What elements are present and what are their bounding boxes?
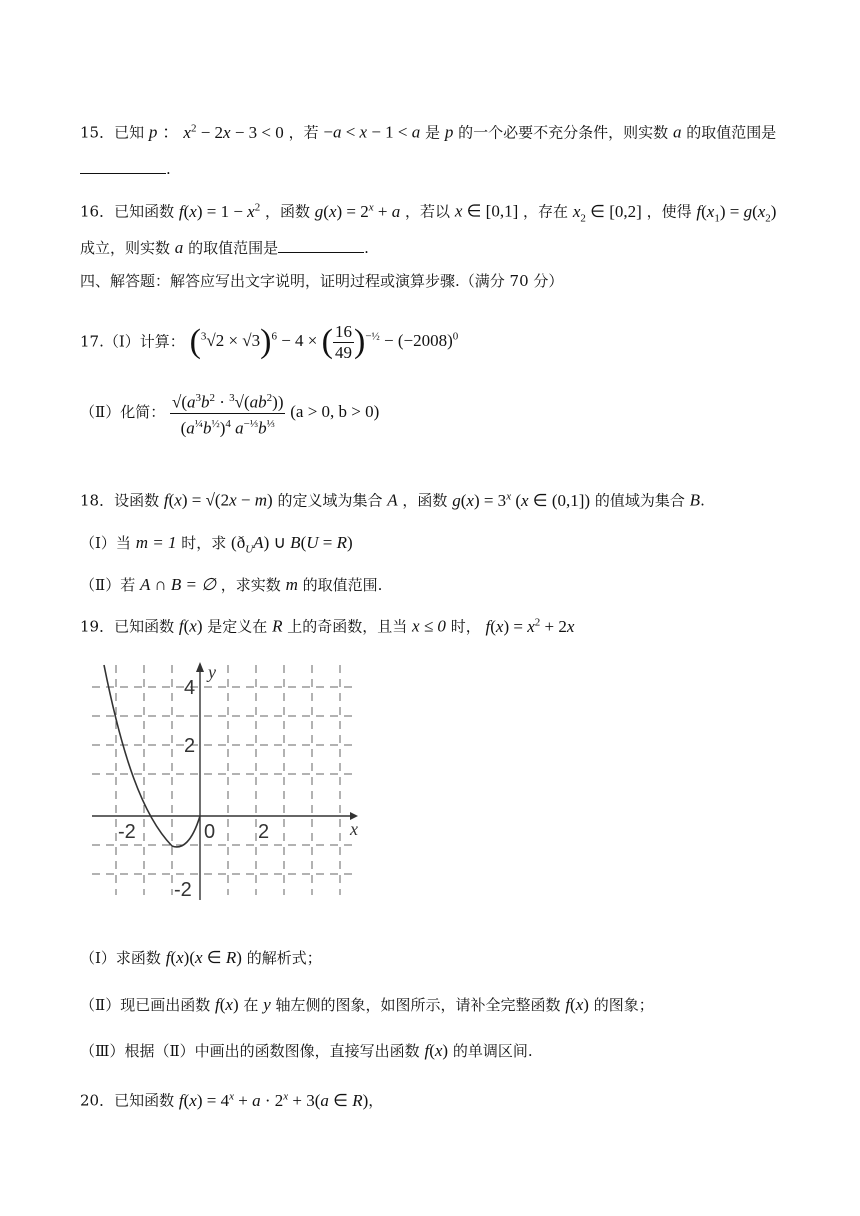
q16-answer-blank[interactable] bbox=[278, 238, 364, 253]
tick-x2: 2 bbox=[258, 821, 270, 843]
q19-part2-f1: f(x) bbox=[214, 995, 239, 1014]
grid bbox=[92, 665, 352, 895]
q17-cond: (a > 0, b > 0) bbox=[290, 402, 380, 422]
q19-mid2: 上的奇函数，且当 bbox=[287, 617, 408, 636]
q19-part2-f2: f(x) bbox=[565, 995, 589, 1014]
tick-y2: 2 bbox=[184, 735, 196, 757]
q19-part1-f: f(x)(x ∈ R) bbox=[165, 948, 242, 967]
origin-label: 0 bbox=[204, 821, 216, 843]
q18-part1-lead: （Ⅰ）当 bbox=[80, 534, 131, 552]
q20-line1 bbox=[80, 1085, 383, 1112]
q19-part1 bbox=[80, 947, 322, 969]
q15-line2 bbox=[80, 158, 171, 180]
q19-part2 bbox=[80, 994, 654, 1016]
q19-part1-lead: （Ⅰ）求函数 bbox=[80, 949, 161, 967]
q16-g: $g(x) = 2^x + a$ bbox=[314, 201, 401, 221]
q16-line2 bbox=[80, 237, 369, 259]
q16-line1 bbox=[80, 196, 776, 229]
q15-mid1: ，若 bbox=[288, 123, 319, 142]
q18-part1-expr: $(ð_UA)$ ∪ B(U = R) bbox=[231, 533, 353, 556]
q16-line2-tail: 的取值范围是 bbox=[188, 239, 279, 257]
q19-graph bbox=[92, 660, 372, 900]
q18-end: . bbox=[700, 491, 705, 510]
q18-mid1: 的定义域为集合 bbox=[277, 491, 383, 510]
q18-g: $g(x) = 3^x$ (x ∈ (0,1]) bbox=[452, 490, 591, 510]
q18-part2-tail: ，求实数 bbox=[220, 576, 281, 594]
q15-lead: 15．已知 bbox=[80, 123, 145, 142]
q20-end: ， bbox=[368, 1091, 384, 1110]
q16-line2-lead: 成立，则实数 bbox=[80, 239, 171, 257]
q16-a: a bbox=[174, 238, 184, 257]
q17-part2 bbox=[80, 388, 379, 438]
q18-part1 bbox=[80, 532, 353, 560]
q19-line1 bbox=[80, 611, 574, 638]
q19-lead: 19．已知函数 bbox=[80, 617, 175, 636]
q20-f: $f(x) = 4^x + a \cdot 2^x + 3(a$ ∈ R) bbox=[178, 1090, 369, 1110]
q15-tail: 的取值范围是 bbox=[686, 123, 777, 142]
x-axis-label: x bbox=[350, 819, 358, 839]
q18-B: B bbox=[689, 490, 701, 510]
q19-part2-b: 在 bbox=[243, 996, 259, 1014]
q15-cond: −a < x − 1 < a bbox=[323, 122, 421, 142]
y-axis-arrow bbox=[196, 662, 204, 672]
q17-expr: $(^3√2 \times √3)^6 - 4$ × ( $\frac{16}{49}$ )$^{-\frac{1}{2}} - (-2008)^0$ bbox=[189, 322, 459, 362]
q17-part2-lead: （Ⅱ）化简： bbox=[80, 403, 166, 422]
q19-part2-d: 的图象； bbox=[593, 996, 654, 1014]
q15-p: p bbox=[148, 122, 158, 142]
q16-mid2: ，若以 bbox=[405, 202, 451, 221]
q16-mid4: ，使得 bbox=[646, 202, 692, 221]
q15-end: . bbox=[166, 160, 171, 178]
q16-f: $f(x) = 1 - x^2$ bbox=[178, 201, 261, 221]
q19-part2-c: 轴左侧的图象，如图所示，请补全完整函数 bbox=[275, 996, 561, 1014]
q18-part2-cond: A ∩ B = ∅ bbox=[139, 575, 217, 594]
q18-lead: 18．设函数 bbox=[80, 491, 160, 510]
q19-part1-tail: 的解析式； bbox=[246, 949, 322, 967]
q15-mid3: 的一个必要不充分条件，则实数 bbox=[458, 123, 669, 142]
q16-x2: $x_2$ ∈ [0,2] bbox=[572, 201, 642, 225]
q18-m: m bbox=[285, 575, 298, 594]
tick-xn2: -2 bbox=[118, 821, 136, 843]
q18-part2 bbox=[80, 574, 382, 596]
q19-part2-a: （Ⅱ）现已画出函数 bbox=[80, 996, 211, 1014]
q19-part3 bbox=[80, 1040, 533, 1062]
q19-mid3: 时， bbox=[450, 617, 481, 636]
q17-lead: 17.（Ⅰ）计算： bbox=[80, 332, 185, 351]
q16-eq: $f(x_1) = g(x_2)$ bbox=[696, 201, 777, 225]
section4-heading: 四、解答题：解答应写出文字说明，证明过程或演算步骤.（满分 70 分） bbox=[80, 272, 564, 290]
q19-part3-f: f(x) bbox=[424, 1041, 449, 1060]
q15-answer-blank[interactable] bbox=[80, 159, 166, 174]
q16-mid3: ，存在 bbox=[523, 202, 569, 221]
q16-mid1: ，函数 bbox=[265, 202, 311, 221]
q16-end: . bbox=[364, 239, 369, 257]
q15-line1 bbox=[80, 117, 776, 144]
tick-y4: 4 bbox=[184, 677, 196, 699]
q18-A: A bbox=[387, 490, 398, 510]
q18-part2-lead: （Ⅱ）若 bbox=[80, 576, 136, 594]
q18-f: f(x) = √(2x − m) bbox=[163, 490, 273, 510]
q16-lead: 16．已知函数 bbox=[80, 202, 175, 221]
q17-part1 bbox=[80, 322, 458, 363]
q19-part2-y: y bbox=[263, 995, 271, 1014]
q18-part2-end: 的取值范围. bbox=[302, 576, 383, 594]
y-axis-label: y bbox=[208, 662, 216, 682]
q18-part1-mid: 时，求 bbox=[181, 534, 227, 552]
q18-mid2: ，函数 bbox=[402, 491, 448, 510]
q18-part1-cond: m = 1 bbox=[135, 533, 177, 552]
q19-part3-b: 的单调区间. bbox=[452, 1042, 533, 1060]
q19-def: $f(x) = x^2 + 2x$ bbox=[485, 616, 575, 636]
q20-lead: 20．已知函数 bbox=[80, 1091, 175, 1110]
q16-x1: x ∈ [0,1] bbox=[454, 201, 519, 221]
q15-ineq: ： $x^2 - 2x - 3 < 0$ bbox=[162, 122, 284, 142]
q19-mid1: 是定义在 bbox=[207, 617, 268, 636]
q19-cond: x ≤ 0 bbox=[412, 616, 446, 636]
q15-a: a bbox=[672, 122, 682, 142]
q17-simplify-frac: $\frac{√(a^3b^2 \cdot ^3√(ab^2))}{(a^{\frac{1}{4}}b^{\frac{1}{2}})^4 a^{-\frac{1}{3}}b^{\frac{1}{3}}}$ bbox=[170, 388, 286, 438]
q15-p2: p bbox=[444, 122, 454, 142]
q19-part3-a: （Ⅲ）根据（Ⅱ）中画出的函数图像，直接写出函数 bbox=[80, 1042, 420, 1060]
q15-mid2: 是 bbox=[425, 123, 441, 142]
tick-yn2: -2 bbox=[174, 879, 192, 900]
q18-mid3: 的值域为集合 bbox=[594, 491, 685, 510]
q19-fx: f(x) bbox=[178, 616, 203, 636]
q19-R: R bbox=[272, 616, 283, 636]
q18-line1 bbox=[80, 485, 705, 512]
